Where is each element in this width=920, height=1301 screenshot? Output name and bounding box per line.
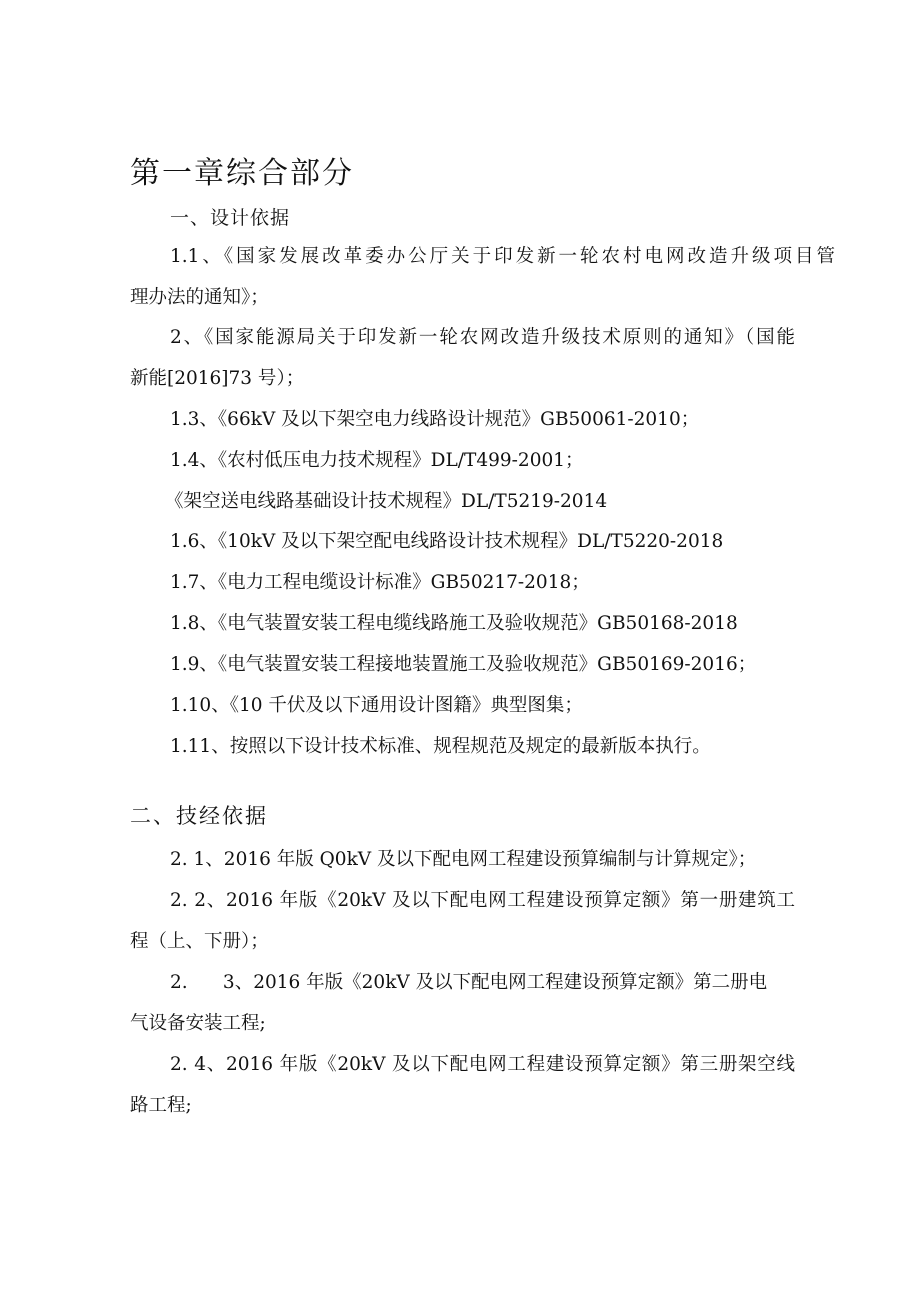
design-basis-item: 1.1、《国家发展改革委办公厅关于印发新一轮农村电网改造升级项目管 [170, 246, 835, 267]
technical-economic-basis-item: 程（上、下册）； [130, 931, 269, 952]
design-basis-item: 理办法的通知》； [130, 287, 269, 308]
design-basis-item: 1.8、《电气装置安装工程电缆线路施工及验收规范》GB50168-2018 [170, 613, 738, 634]
design-basis-item: 1.4、《农村低压电力技术规程》DL/T499-2001； [170, 450, 584, 471]
design-basis-item: 1.9、《电气装置安装工程接地装置施工及验收规范》GB50169-2016； [170, 654, 757, 675]
technical-economic-basis-item: 2. 2、2016 年版《20kV 及以下配电网工程建设预算定额》第一册建筑工 [170, 890, 795, 911]
design-basis-item: 1.7、《电力工程电缆设计标准》GB50217-2018； [170, 572, 590, 593]
design-basis-item: 新能[2016]73 号）； [130, 368, 305, 389]
design-basis-item: 2、《国家能源局关于印发新一轮农网改造升级技术原则的通知》（国能 [170, 327, 795, 348]
design-basis-item: 1.10、《10 千伏及以下通用设计图籍》典型图集； [170, 695, 583, 716]
section-heading-technical-economic-basis: 二、技经依据 [130, 804, 268, 828]
section-heading-design-basis: 一、设计依据 [170, 207, 291, 229]
technical-economic-basis-item: 路工程; [130, 1095, 192, 1116]
design-basis-item: 1.11、按照以下设计技术标准、规程规范及规定的最新版本执行。 [170, 736, 711, 757]
chapter-title: 第一章综合部分 [130, 156, 354, 191]
design-basis-item: 1.3、《66kV 及以下架空电力线路设计规范》GB50061-2010； [170, 409, 700, 430]
design-basis-item: 1.6、《10kV 及以下架空配电线路设计技术规程》DL/T5220-2018 [170, 531, 724, 552]
technical-economic-basis-item: 2. 1、2016 年版 Q0kV 及以下配电网工程建设预算编制与计算规定》； [170, 849, 757, 870]
design-basis-item: 《架空送电线路基础设计技术规程》DL/T5219-2014 [165, 491, 608, 512]
technical-economic-basis-item: 2. 4、2016 年版《20kV 及以下配电网工程建设预算定额》第三册架空线 [170, 1054, 795, 1075]
technical-economic-basis-item: 气设备安装工程; [130, 1013, 266, 1034]
technical-economic-basis-item: 2. 3、2016 年版《20kV 及以下配电网工程建设预算定额》第二册电 [170, 972, 768, 993]
